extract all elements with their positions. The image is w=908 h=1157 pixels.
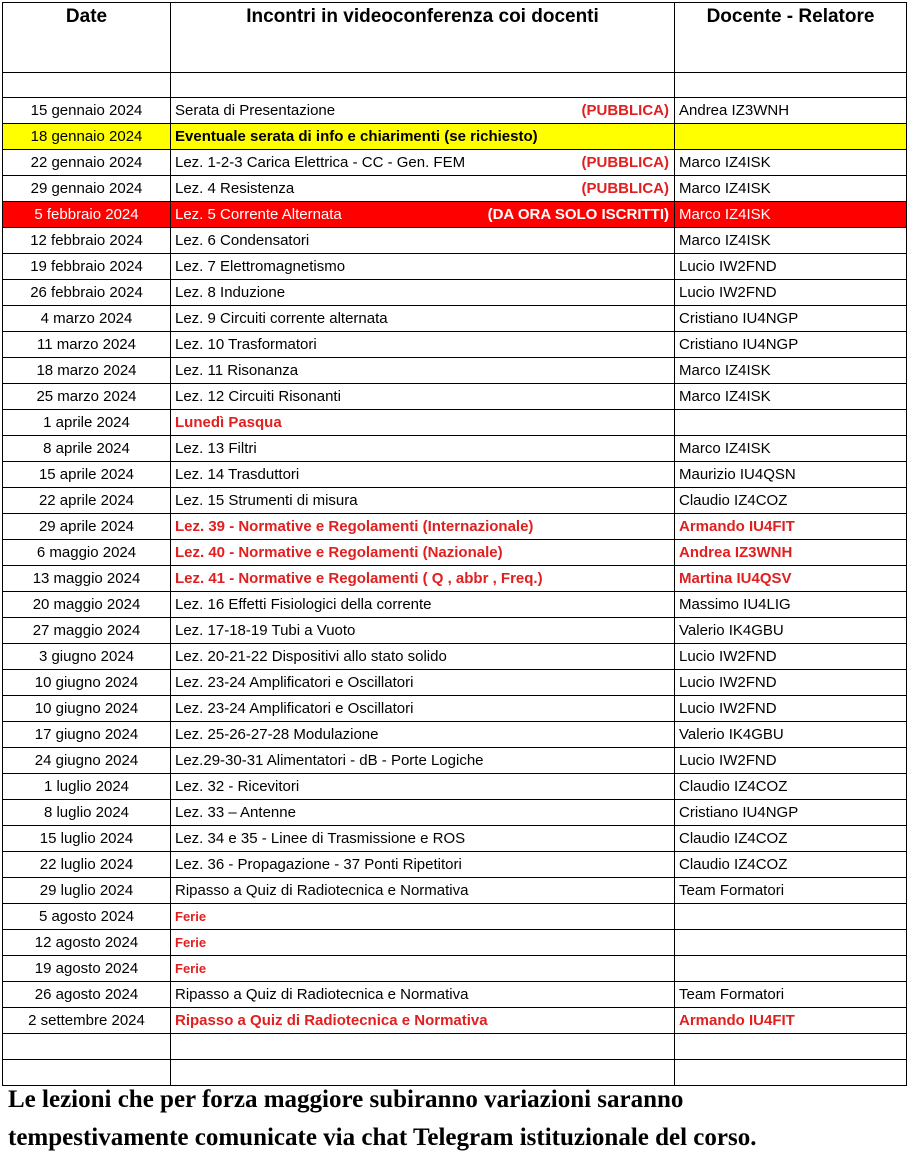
row-date: 24 giugno 2024 [3,748,171,774]
row-speaker: Marco IZ4ISK [675,150,907,176]
lesson-title: Lez. 20-21-22 Dispositivi allo stato solido [175,647,447,665]
row-speaker: Valerio IK4GBU [675,618,907,644]
table-row [3,176,907,202]
row-date: 12 agosto 2024 [3,930,171,956]
row-lesson [171,176,675,202]
row-lesson [171,748,675,774]
lesson-title: Lez. 41 - Normative e Regolamenti ( Q , abbr , Freq.) [175,569,543,587]
lesson-title: Lez. 36 - Propagazione - 37 Ponti Ripetitori [175,855,462,873]
row-lesson [171,384,675,410]
table-row [3,254,907,280]
row-lesson [171,878,675,904]
row-date: 5 febbraio 2024 [3,202,171,228]
row-date: 12 febbraio 2024 [3,228,171,254]
lesson-note-badge: (DA ORA SOLO ISCRITTI) [487,205,669,223]
row-date: 2 settembre 2024 [3,1008,171,1034]
row-speaker: Marco IZ4ISK [675,436,907,462]
lesson-title: Ripasso a Quiz di Radiotecnica e Normativa [175,881,469,899]
table-row [3,696,907,722]
row-lesson [171,956,675,982]
row-date: 25 marzo 2024 [3,384,171,410]
lesson-title: Ripasso a Quiz di Radiotecnica e Normativa [175,985,469,1003]
row-speaker: Andrea IZ3WNH [675,98,907,124]
row-speaker: Maurizio IU4QSN [675,462,907,488]
table-row [3,774,907,800]
lesson-title: Ferie [175,960,207,976]
row-date: 20 maggio 2024 [3,592,171,618]
row-speaker: Cristiano IU4NGP [675,800,907,826]
row-lesson [171,306,675,332]
row-date: 5 agosto 2024 [3,904,171,930]
row-date: 29 aprile 2024 [3,514,171,540]
row-lesson [171,462,675,488]
row-speaker: Armando IU4FIT [675,1008,907,1034]
row-speaker: Claudio IZ4COZ [675,774,907,800]
row-speaker: Claudio IZ4COZ [675,826,907,852]
row-date: 27 maggio 2024 [3,618,171,644]
lesson-title: Eventuale serata di info e chiarimenti (se richiesto) [175,127,538,145]
lesson-note-badge: (PUBBLICA) [581,179,669,197]
row-lesson [171,852,675,878]
row-date: 22 gennaio 2024 [3,150,171,176]
table-row [3,384,907,410]
table-row [3,98,907,124]
footer-line-1: Le lezioni che per forza maggiore subiranno variazioni saranno [8,1086,684,1113]
lesson-title: Lez. 7 Elettromagnetismo [175,257,346,275]
row-date: 8 aprile 2024 [3,436,171,462]
row-date: 1 luglio 2024 [3,774,171,800]
lesson-title: Lez. 4 Resistenza [175,179,295,197]
row-lesson [171,124,675,150]
row-speaker: Valerio IK4GBU [675,722,907,748]
table-row [3,618,907,644]
row-lesson [171,904,675,930]
lesson-note-badge: (PUBBLICA) [581,153,669,171]
row-speaker: Marco IZ4ISK [675,202,907,228]
row-lesson [171,254,675,280]
row-lesson [171,774,675,800]
row-lesson [171,982,675,1008]
table-row [3,306,907,332]
row-speaker [675,930,907,956]
header-date: Date [3,3,171,73]
row-date: 15 luglio 2024 [3,826,171,852]
lesson-title: Lez. 32 - Ricevitori [175,777,300,795]
row-date: 22 luglio 2024 [3,852,171,878]
table-row [3,566,907,592]
row-date: 26 agosto 2024 [3,982,171,1008]
row-date: 18 marzo 2024 [3,358,171,384]
table-row [3,124,907,150]
footer-notice [8,1081,903,1157]
row-lesson [171,540,675,566]
table-row [3,644,907,670]
table-row [3,826,907,852]
row-speaker: Massimo IU4LIG [675,592,907,618]
lesson-title: Lunedì Pasqua [175,413,282,431]
row-date: 13 maggio 2024 [3,566,171,592]
row-date: 15 gennaio 2024 [3,98,171,124]
lesson-title: Lez. 23-24 Amplificatori e Oscillatori [175,673,414,691]
lesson-title: Lez. 33 – Antenne [175,803,296,821]
lesson-title: Serata di Presentazione [175,101,336,119]
row-date: 29 gennaio 2024 [3,176,171,202]
row-lesson [171,696,675,722]
row-speaker: Lucio IW2FND [675,748,907,774]
table-row [3,488,907,514]
row-date: 11 marzo 2024 [3,332,171,358]
table-row [3,358,907,384]
table-row [3,904,907,930]
table-row [3,462,907,488]
row-speaker: Cristiano IU4NGP [675,306,907,332]
table-row [3,852,907,878]
row-speaker: Lucio IW2FND [675,280,907,306]
spacer-row [3,1034,907,1060]
row-date: 15 aprile 2024 [3,462,171,488]
row-lesson [171,670,675,696]
table-row [3,956,907,982]
lesson-title: Ferie [175,934,207,950]
row-date: 1 aprile 2024 [3,410,171,436]
lesson-title: Lez. 25-26-27-28 Modulazione [175,725,379,743]
row-lesson [171,410,675,436]
table-row [3,228,907,254]
row-lesson [171,514,675,540]
lesson-title: Lez. 8 Induzione [175,283,286,301]
header-topic: Incontri in videoconferenza coi docenti [171,3,675,73]
lesson-title: Lez. 1-2-3 Carica Elettrica - CC - Gen. FEM [175,153,466,171]
row-date: 6 maggio 2024 [3,540,171,566]
row-lesson [171,280,675,306]
row-speaker: Armando IU4FIT [675,514,907,540]
row-lesson [171,592,675,618]
table-row [3,878,907,904]
lesson-note-badge: (PUBBLICA) [581,101,669,119]
lesson-title: Ferie [175,908,207,924]
row-date: 8 luglio 2024 [3,800,171,826]
row-lesson [171,930,675,956]
table-row [3,332,907,358]
table-row [3,280,907,306]
row-date: 3 giugno 2024 [3,644,171,670]
row-date: 10 giugno 2024 [3,696,171,722]
row-lesson [171,618,675,644]
header-row [3,3,907,73]
lesson-title: Lez. 6 Condensatori [175,231,310,249]
row-speaker [675,410,907,436]
row-lesson [171,826,675,852]
schedule-table [2,2,907,1086]
table-row [3,930,907,956]
row-lesson [171,644,675,670]
row-lesson [171,202,675,228]
row-speaker: Lucio IW2FND [675,696,907,722]
lesson-title: Lez. 34 e 35 - Linee di Trasmissione e ROS [175,829,466,847]
row-date: 4 marzo 2024 [3,306,171,332]
row-lesson [171,800,675,826]
spacer-row [3,73,907,98]
row-lesson [171,488,675,514]
table-row [3,722,907,748]
lesson-title: Lez.29-30-31 Alimentatori - dB - Porte Logiche [175,751,484,769]
row-speaker: Team Formatori [675,982,907,1008]
table-row [3,410,907,436]
table-row [3,748,907,774]
lesson-title: Lez. 23-24 Amplificatori e Oscillatori [175,699,414,717]
row-speaker [675,956,907,982]
row-speaker [675,904,907,930]
table-row [3,1008,907,1034]
lesson-title: Lez. 11 Risonanza [175,361,299,379]
table-row [3,514,907,540]
table-row [3,540,907,566]
table-row [3,202,907,228]
row-lesson [171,332,675,358]
row-lesson [171,436,675,462]
row-speaker: Marco IZ4ISK [675,176,907,202]
row-date: 22 aprile 2024 [3,488,171,514]
lesson-title: Ripasso a Quiz di Radiotecnica e Normativa [175,1011,488,1029]
row-speaker: Cristiano IU4NGP [675,332,907,358]
row-lesson [171,722,675,748]
row-speaker: Team Formatori [675,878,907,904]
schedule-rows [3,98,907,1034]
lesson-title: Lez. 12 Circuiti Risonanti [175,387,341,405]
row-speaker: Martina IU4QSV [675,566,907,592]
row-date: 19 agosto 2024 [3,956,171,982]
row-speaker: Marco IZ4ISK [675,384,907,410]
row-speaker: Marco IZ4ISK [675,228,907,254]
row-speaker: Claudio IZ4COZ [675,852,907,878]
table-row [3,800,907,826]
row-date: 29 luglio 2024 [3,878,171,904]
row-speaker: Andrea IZ3WNH [675,540,907,566]
table-row [3,982,907,1008]
lesson-title: Lez. 9 Circuiti corrente alternata [175,309,388,327]
table-row [3,150,907,176]
row-lesson [171,566,675,592]
lesson-title: Lez. 16 Effetti Fisiologici della corrente [175,595,432,613]
row-lesson [171,1008,675,1034]
table-row [3,592,907,618]
header-speaker: Docente - Relatore [675,3,907,73]
row-date: 17 giugno 2024 [3,722,171,748]
lesson-title: Lez. 39 - Normative e Regolamenti (Internazionale) [175,517,534,535]
row-date: 26 febbraio 2024 [3,280,171,306]
lesson-title: Lez. 13 Filtri [175,439,257,457]
row-lesson [171,98,675,124]
lesson-title: Lez. 10 Trasformatori [175,335,317,353]
row-speaker: Lucio IW2FND [675,670,907,696]
row-lesson [171,150,675,176]
row-speaker [675,124,907,150]
row-speaker: Marco IZ4ISK [675,358,907,384]
row-lesson [171,228,675,254]
lesson-title: Lez. 15 Strumenti di misura [175,491,358,509]
table-row [3,670,907,696]
row-date: 10 giugno 2024 [3,670,171,696]
lesson-title: Lez. 14 Trasduttori [175,465,300,483]
row-speaker: Lucio IW2FND [675,254,907,280]
row-date: 18 gennaio 2024 [3,124,171,150]
table-row [3,436,907,462]
lesson-title: Lez. 5 Corrente Alternata [175,205,342,223]
footer-line-2: tempestivamente comunicate via chat Telegram istituzionale del corso. [8,1124,757,1151]
row-date: 19 febbraio 2024 [3,254,171,280]
row-lesson [171,358,675,384]
lesson-title: Lez. 17-18-19 Tubi a Vuoto [175,621,356,639]
row-speaker: Claudio IZ4COZ [675,488,907,514]
lesson-title: Lez. 40 - Normative e Regolamenti (Nazionale) [175,543,503,561]
row-speaker: Lucio IW2FND [675,644,907,670]
